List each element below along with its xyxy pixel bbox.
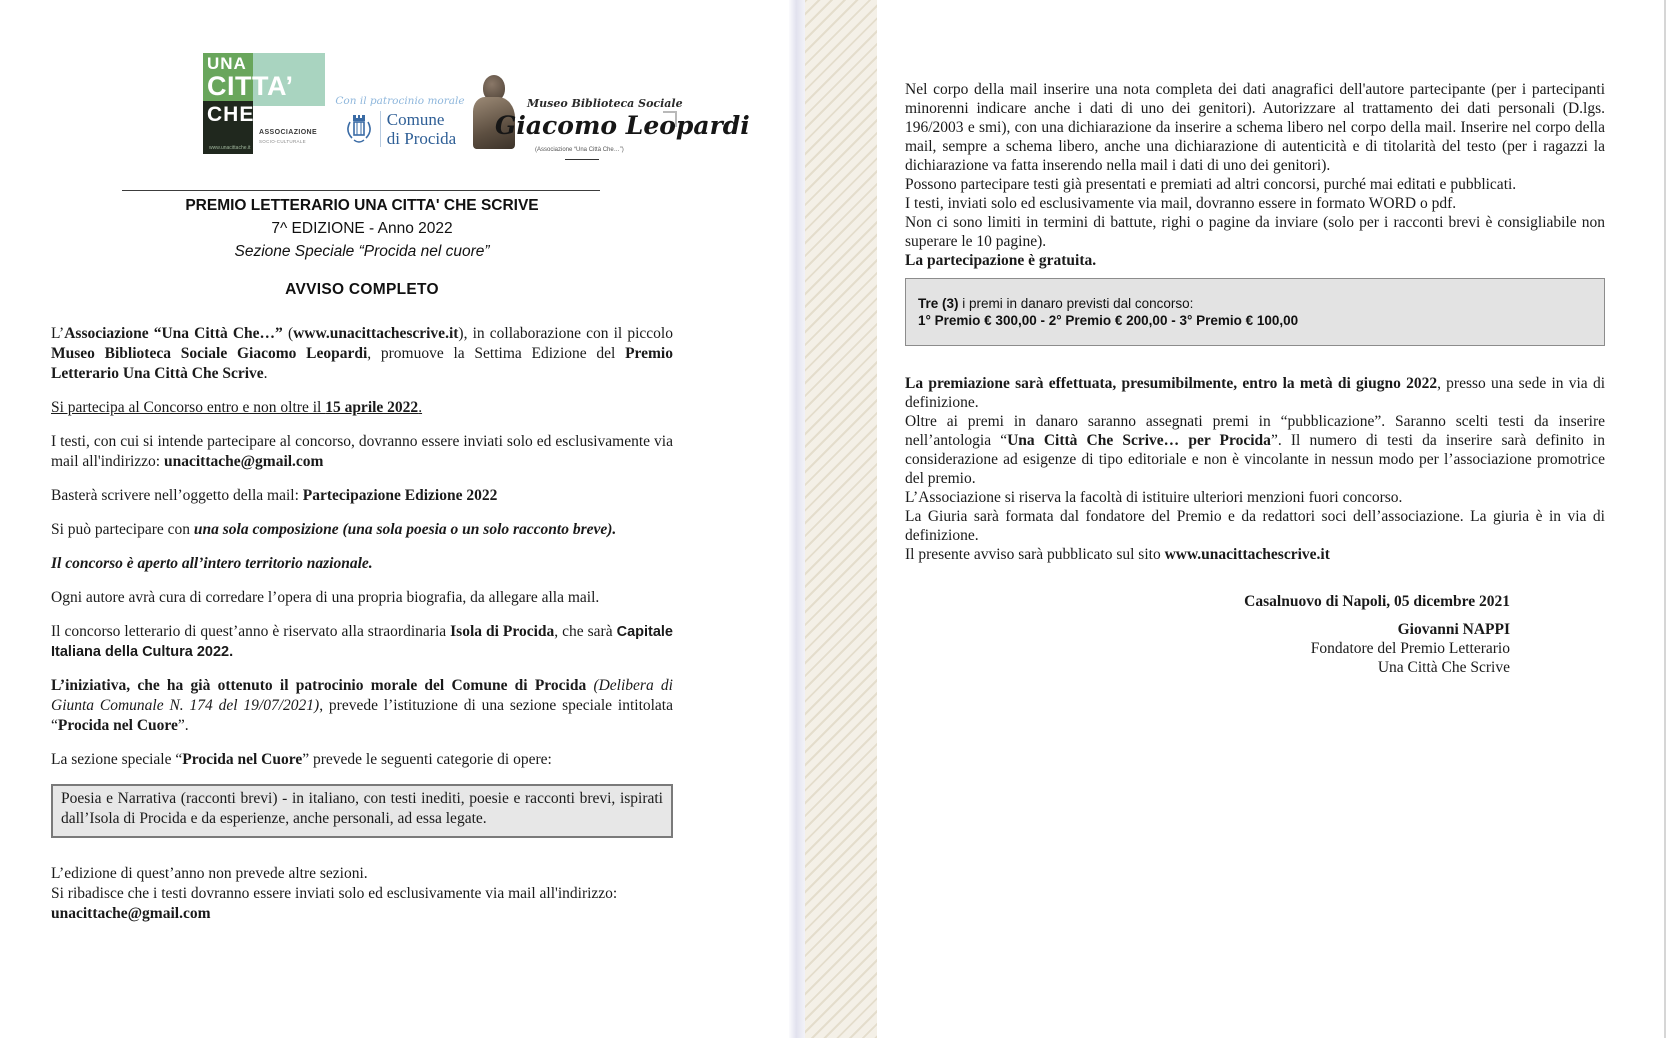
text-segment: Capitale Italiana della Cultura 2022.	[51, 624, 674, 660]
text-segment: Il concorso letterario di quest’anno è riservato alla straordinaria	[51, 623, 451, 640]
giacomo-leopardi-logo	[455, 75, 750, 170]
paragraph	[905, 251, 1605, 270]
paragraph	[51, 622, 673, 662]
edition-line: 7^ EDIZIONE - Anno 2022	[271, 220, 453, 237]
text-segment: , prevede l’istituzione di una sezione speciale intitolata “	[51, 697, 673, 734]
text-segment: Poesia e Narrativa (racconti brevi) - in italiano, con testi inediti, poesie e racconti brevi, ispirati dall’Isola di Procida e da esperienze, anche personali, ad essa legate.	[61, 790, 663, 827]
notice-heading: AVVISO COMPLETO	[285, 281, 439, 298]
paragraph	[51, 864, 673, 884]
text-segment: Ogni autore avrà cura di corredare l’opera di una propria biografia, da allegare alla mail.	[51, 589, 600, 606]
text-segment: unacittache@gmail.com	[163, 453, 324, 470]
text-segment: I testi, con cui si intende partecipare al concorso, dovranno essere inviati solo ed esclusivamente via mail all'indirizzo:	[51, 433, 673, 470]
category-box	[51, 784, 673, 838]
corner-mark	[663, 111, 677, 127]
text-segment: L’	[51, 325, 65, 342]
text-segment: Il presente avviso sarà pubblicato sul sito	[905, 546, 1165, 563]
dateline: Casalnuovo di Napoli, 05 dicembre 2021	[1244, 593, 1510, 610]
signature-role: Fondatore del Premio Letterario	[1310, 640, 1510, 657]
prize-line	[918, 295, 1592, 312]
text-segment: .	[418, 399, 423, 416]
paragraph	[51, 398, 673, 418]
right-text-column	[905, 0, 1605, 677]
paragraph	[905, 545, 1605, 564]
paragraph	[905, 213, 1605, 251]
text-segment: i premi in danaro previsti dal concorso:	[958, 296, 1194, 311]
title-rule	[122, 190, 600, 191]
logo-text-una: UNA	[207, 54, 247, 73]
patrocinio-text: Con il patrocinio morale	[335, 95, 465, 107]
email-line	[51, 904, 673, 924]
text-segment: Il concorso è aperto all’intero territorio nazionale.	[51, 555, 373, 572]
text-segment: , che sarà	[554, 623, 617, 640]
museo-biblioteca-text: Museo Biblioteca Sociale	[527, 97, 683, 110]
paragraph	[51, 588, 673, 608]
section-line: Sezione Speciale “Procida nel cuore”	[234, 243, 490, 260]
paragraph	[905, 374, 1605, 412]
text-segment: La premiazione sarà effettuata, presumibilmente, entro la metà di giugno 2022	[905, 375, 1438, 392]
paragraph	[905, 80, 1605, 175]
paragraph	[51, 520, 673, 540]
paragraph	[905, 507, 1605, 545]
text-segment: Possono partecipare testi già presentati e premiati ad altri concorsi, purché mai editati e pubblicati.	[905, 176, 1517, 193]
signature-org: Una Città Che Scrive	[1377, 659, 1510, 676]
text-segment: (	[282, 325, 294, 342]
text-segment: .	[263, 365, 268, 382]
logo-socio-culturale-text: SOCIO-CULTURALE	[259, 139, 306, 144]
text-segment: Nel corpo della mail inserire una nota completa dei dati anagrafici dell'autore partecipante (per i partecipanti minorenni indicare anche i dati di uno dei genitori). Autorizzare al trattamento dei dati personali (D.lgs. 196/2003 e smi), con una dichiarazione da inserire a schema libero nel corpo della mail. Inserire nel corpo della mail, sempre a schema libero, anche una dichiarazione di autenticità e di titolarità del testo (per i ragazzi la dichiarazione va fatta inserendo nella mail i dati di uno dei genitori).	[905, 81, 1605, 174]
text-segment: Basterà scrivere nell’oggetto della mail:	[51, 487, 303, 504]
paragraph	[51, 884, 673, 904]
text-segment: 1° Premio € 300,00 - 2° Premio € 200,00 - 3° Premio € 100,00	[918, 313, 1299, 328]
text-segment: unacittache@gmail.com	[51, 905, 211, 922]
logo-row	[51, 0, 750, 190]
text-segment: Oltre ai premi in danaro saranno assegnati premi in “pubblicazione”. Saranno scelti testi da inserire nell’antologia “	[905, 413, 1605, 449]
paragraph	[905, 412, 1605, 488]
comune-row	[330, 110, 470, 148]
text-segment: Procida nel Cuore	[182, 751, 303, 768]
text-segment: Si può partecipare con	[51, 521, 194, 538]
text-segment: La sezione speciale “	[51, 751, 183, 768]
text-segment: Si partecipa al Concorso entro e non oltre il	[51, 399, 326, 416]
text-segment: ”.	[177, 717, 189, 734]
page-left	[0, 0, 789, 1038]
text-segment: ”. Il numero di testi da inserire sarà definito in considerazione ad esigenze di tipo editoriale e non è vincolante in nessun modo per l’associazione promotrice del premio.	[905, 432, 1605, 487]
text-segment: ” prevede le seguenti categorie di opere:	[302, 751, 552, 768]
paragraph	[51, 554, 673, 574]
paragraph	[51, 676, 673, 736]
logo-url-text: www.unacittache.it	[209, 145, 251, 151]
comune-di-procida-logo	[330, 95, 470, 148]
text-segment: Isola di Procida	[450, 623, 555, 640]
text-segment: Non ci sono limiti in termini di battute, righi o pagine da inviare (solo per i racconti brevi è consigliabile non superare le 10 pagine).	[905, 214, 1605, 250]
text-segment: L’iniziativa, che ha già ottenuto il patrocinio morale del Comune di Procida	[51, 677, 594, 694]
signature-block	[905, 620, 1605, 677]
paragraph	[51, 324, 673, 384]
text-segment: una sola composizione (una sola poesia o un solo racconto breve).	[193, 521, 617, 538]
text-segment: www.unacittachescrive.it	[293, 325, 459, 342]
text-segment: Premio Letterario Una Città Che Scrive	[51, 345, 673, 382]
text-segment: ), in collaborazione con il piccolo	[458, 325, 673, 342]
text-segment: Associazione “Una Città Che…”	[64, 325, 283, 342]
text-segment: Partecipazione Edizione 2022	[302, 487, 498, 504]
comune-name	[387, 110, 456, 148]
signature-name: Giovanni NAPPI	[1397, 621, 1510, 638]
page-edge-line	[1664, 0, 1666, 1038]
logo-associazione-text: ASSOCIAZIONE	[259, 129, 318, 136]
text-segment: Procida nel Cuore	[57, 717, 178, 734]
paragraph	[905, 194, 1605, 213]
prize-line	[918, 312, 1592, 329]
text-segment: 15 aprile 2022	[325, 399, 419, 416]
leopardi-underline	[565, 159, 599, 160]
paragraph	[905, 175, 1605, 194]
comune-divider	[380, 111, 381, 147]
page-gutter-strip	[789, 0, 805, 1038]
text-segment: I testi, inviati solo ed esclusivamente via mail, dovranno essere in formato WORD o pdf.	[905, 195, 1457, 212]
paragraph	[51, 486, 673, 506]
leopardi-sub-text: (Associazione “Una Città Che…”)	[535, 147, 624, 153]
text-segment: www.unacittachescrive.it	[1164, 546, 1330, 563]
page-right	[877, 0, 1671, 1038]
comune-name-line2: di Procida	[386, 129, 457, 148]
text-segment: Museo Biblioteca Sociale Giacomo Leopardi	[51, 345, 368, 362]
text-segment: (Delibera di Giunta Comunale N. 174 del 19/07/2021)	[51, 677, 673, 714]
logo-text-citta: CITTA’	[207, 71, 294, 101]
text-segment: , presso una sede in via di definizione.	[905, 375, 1605, 411]
text-segment: L’Associazione si riserva la facoltà di istituire ulteriori menzioni fuori concorso.	[905, 489, 1403, 506]
paragraph	[905, 488, 1605, 507]
logo-text-che: CHE	[207, 103, 255, 126]
paragraph	[51, 750, 673, 770]
leopardi-name-text: Giacomo Leopardi	[495, 111, 750, 140]
page-title: PREMIO LETTERARIO UNA CITTA' CHE SCRIVE	[185, 197, 539, 214]
comune-name-line1: Comune	[386, 110, 445, 129]
procida-crest-icon	[344, 110, 374, 148]
text-segment: L’edizione di quest’anno non prevede altre sezioni.	[51, 865, 368, 882]
text-segment: Tre (3)	[918, 296, 959, 311]
page-gutter-texture	[805, 0, 877, 1038]
text-segment: Si ribadisce che i testi dovranno essere inviati solo ed esclusivamente via mail all'indirizzo:	[51, 885, 618, 902]
text-segment: , promuove la Settima Edizione del	[367, 345, 626, 362]
text-segment: La partecipazione è gratuita.	[905, 252, 1097, 269]
text-segment: Una Città Che Scrive… per Procida	[1007, 432, 1271, 449]
text-segment: La Giuria sarà formata dal fondatore del Premio e da redattori soci dell’associazione. La giuria è in via di definizione.	[905, 508, 1605, 544]
left-text-column	[51, 0, 750, 924]
paragraph	[51, 432, 673, 472]
una-citta-che-logo	[203, 53, 325, 155]
prize-box	[905, 278, 1605, 346]
